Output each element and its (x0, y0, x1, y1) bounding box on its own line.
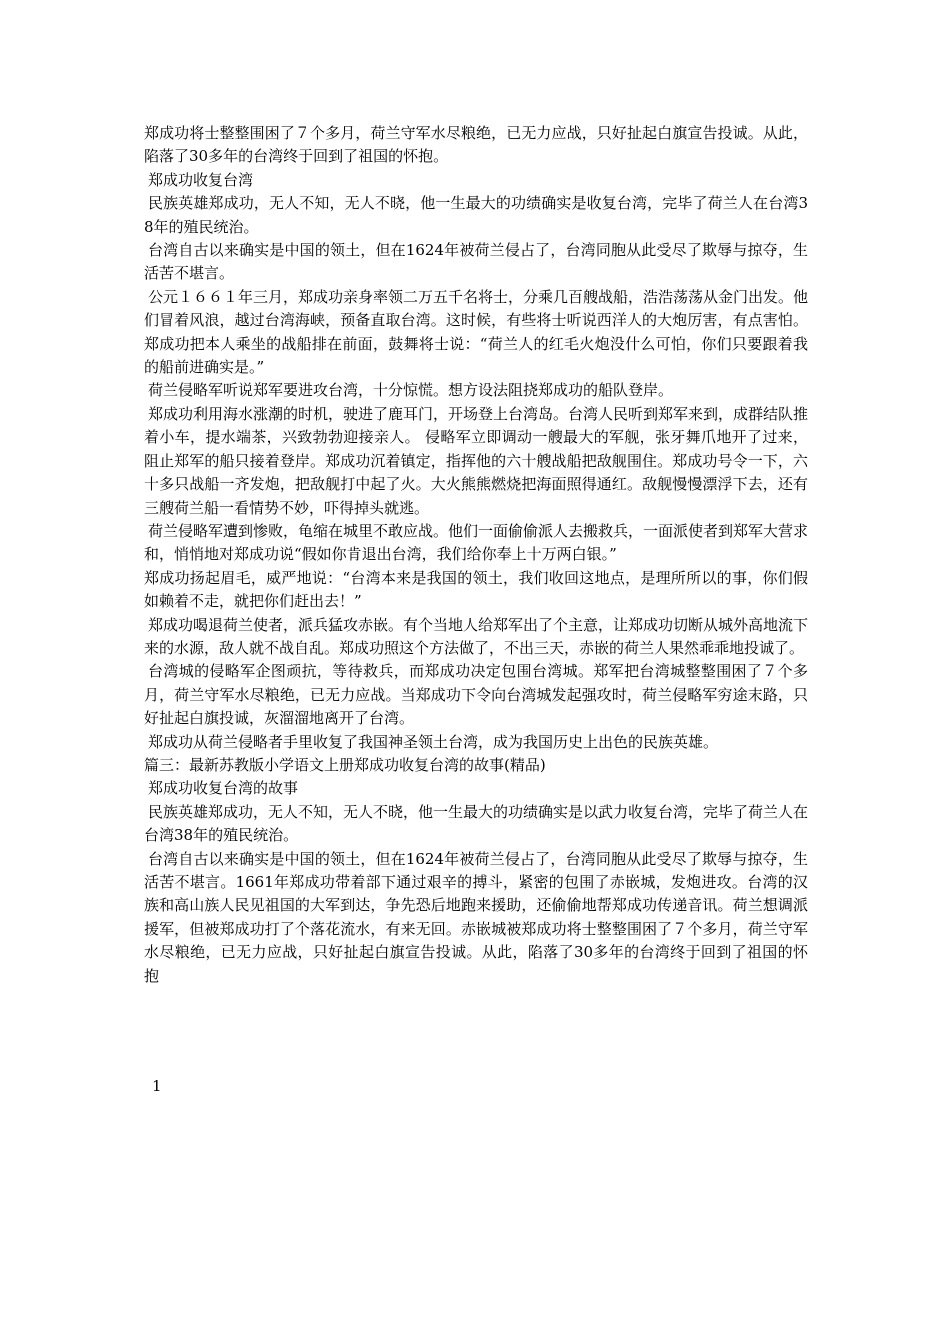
paragraph-3: 民族英雄郑成功，无人不知，无人不晓，他一生最大的功绩确实是收复台湾，完毕了荷兰人在台湾38年的殖民统治。 (144, 194, 808, 236)
page-number: 1 (152, 1077, 162, 1095)
paragraph-5: 公元１６６１年三月，郑成功亲身率领二万五千名将士，分乘几百艘战船，浩浩荡荡从金门出发。他们冒着风浪，越过台湾海峡，预备直取台湾。这时候，有些将士听说西洋人的大炮厉害，有点害怕。郑成功把本人乘坐的战船排在前面，鼓舞将士说：“荷兰人的红毛火炮没什么可怕，你们只要跟着我的船前进确实是。” (144, 287, 809, 377)
paragraph-12: 郑成功从荷兰侵略者手里收复了我国神圣领土台湾，成为我国历史上出色的民族英雄。 (148, 732, 719, 751)
document-body (144, 122, 808, 988)
paragraph-15: 民族英雄郑成功，无人不知，无人不晓，他一生最大的功绩确实是以武力收复台湾，完毕了荷兰人在台湾38年的殖民统治。 (144, 802, 809, 845)
paragraph-16: 台湾自古以来确实是中国的领土，但在1624年被荷兰侵占了，台湾同胞从此受尽了欺辱与掠夺，生活苦不堪言。1661年郑成功带着部下通过艰辛的搏斗，紧密的包围了赤嵌城，发炮进攻。台湾的汉族和高山族人民见祖国的大军到达，争先恐后地跑来援助，还偷偷地帮郑成功传递音讯。荷兰想调派援军，但被郑成功打了个落花流水，有来无回。赤嵌城被郑成功将士整整围困了７个多月，荷兰守军水尽粮绝，已无力应战，只好扯起白旗宣告投诚。从此，陷落了30多年的台湾终于回到了祖国的怀抱 (144, 849, 808, 985)
paragraph-7: 郑成功利用海水涨潮的时机，驶进了鹿耳门，开场登上台湾岛。台湾人民听到郑军来到，成群结队推着小车，提水端茶，兴致勃勃迎接亲人。 侵略军立即调动一艘最大的军舰，张牙舞爪地开了过来，阻止郑军的船只接着登岸。郑成功沉着镇定，指挥他的六十艘战船把敌舰围住。郑成功号令一下，六十多只战船一齐发炮，把敌舰打中起了火。大火熊熊燃烧把海面照得通红。敌舰慢慢漂浮下去，还有三艘荷兰船一看情势不妙，吓得掉头就逃。 (144, 404, 809, 517)
paragraph-10: 郑成功喝退荷兰使者，派兵猛攻赤嵌。有个当地人给郑军出了个主意，让郑成功切断从城外高地流下来的水源，敌人就不战自乱。郑成功照这个方法做了，不出三天，赤嵌的荷兰人果然乖乖地投诚了。 (144, 615, 809, 657)
paragraph-1: 郑成功将士整整围困了７个多月，荷兰守军水尽粮绝，已无力应战，只好扯起白旗宣告投诚。从此，陷落了30多年的台湾终于回到了祖国的怀抱。 (144, 124, 808, 166)
paragraph-11: 台湾城的侵略军企图顽抗，等待救兵，而郑成功决定包围台湾城。郑军把台湾城整整围困了７个多月，荷兰守军水尽粮绝，已无力应战。当郑成功下令向台湾城发起强攻时，荷兰侵略军穷途末路，只好扯起白旗投诚，灰溜溜地离开了台湾。 (144, 662, 808, 728)
paragraph-6: 荷兰侵略军听说郑军要进攻台湾，十分惊慌。想方设法阻挠郑成功的船队登岸。 (148, 381, 674, 400)
story-title: 郑成功收复台湾的故事 (148, 779, 299, 798)
paragraph-9: 郑成功扬起眉毛，威严地说：“台湾本来是我国的领土，我们收回这地点，是理所所以的事，你们假如赖着不走，就把你们赶出去！” (144, 568, 808, 611)
chapter-heading: 篇三：最新苏教版小学语文上册郑成功收复台湾的故事(精品) (144, 755, 546, 774)
paragraph-4: 台湾自古以来确实是中国的领土，但在1624年被荷兰侵占了，台湾同胞从此受尽了欺辱与掠夺，生活苦不堪言。 (144, 241, 808, 283)
section-heading: 郑成功收复台湾 (148, 170, 254, 189)
paragraph-8: 荷兰侵略军遭到惨败，龟缩在城里不敢应战。他们一面偷偷派人去搬救兵，一面派使者到郑军大营求和，悄悄地对郑成功说“假如你肯退出台湾，我们给你奉上十万两白银。” (144, 521, 809, 564)
